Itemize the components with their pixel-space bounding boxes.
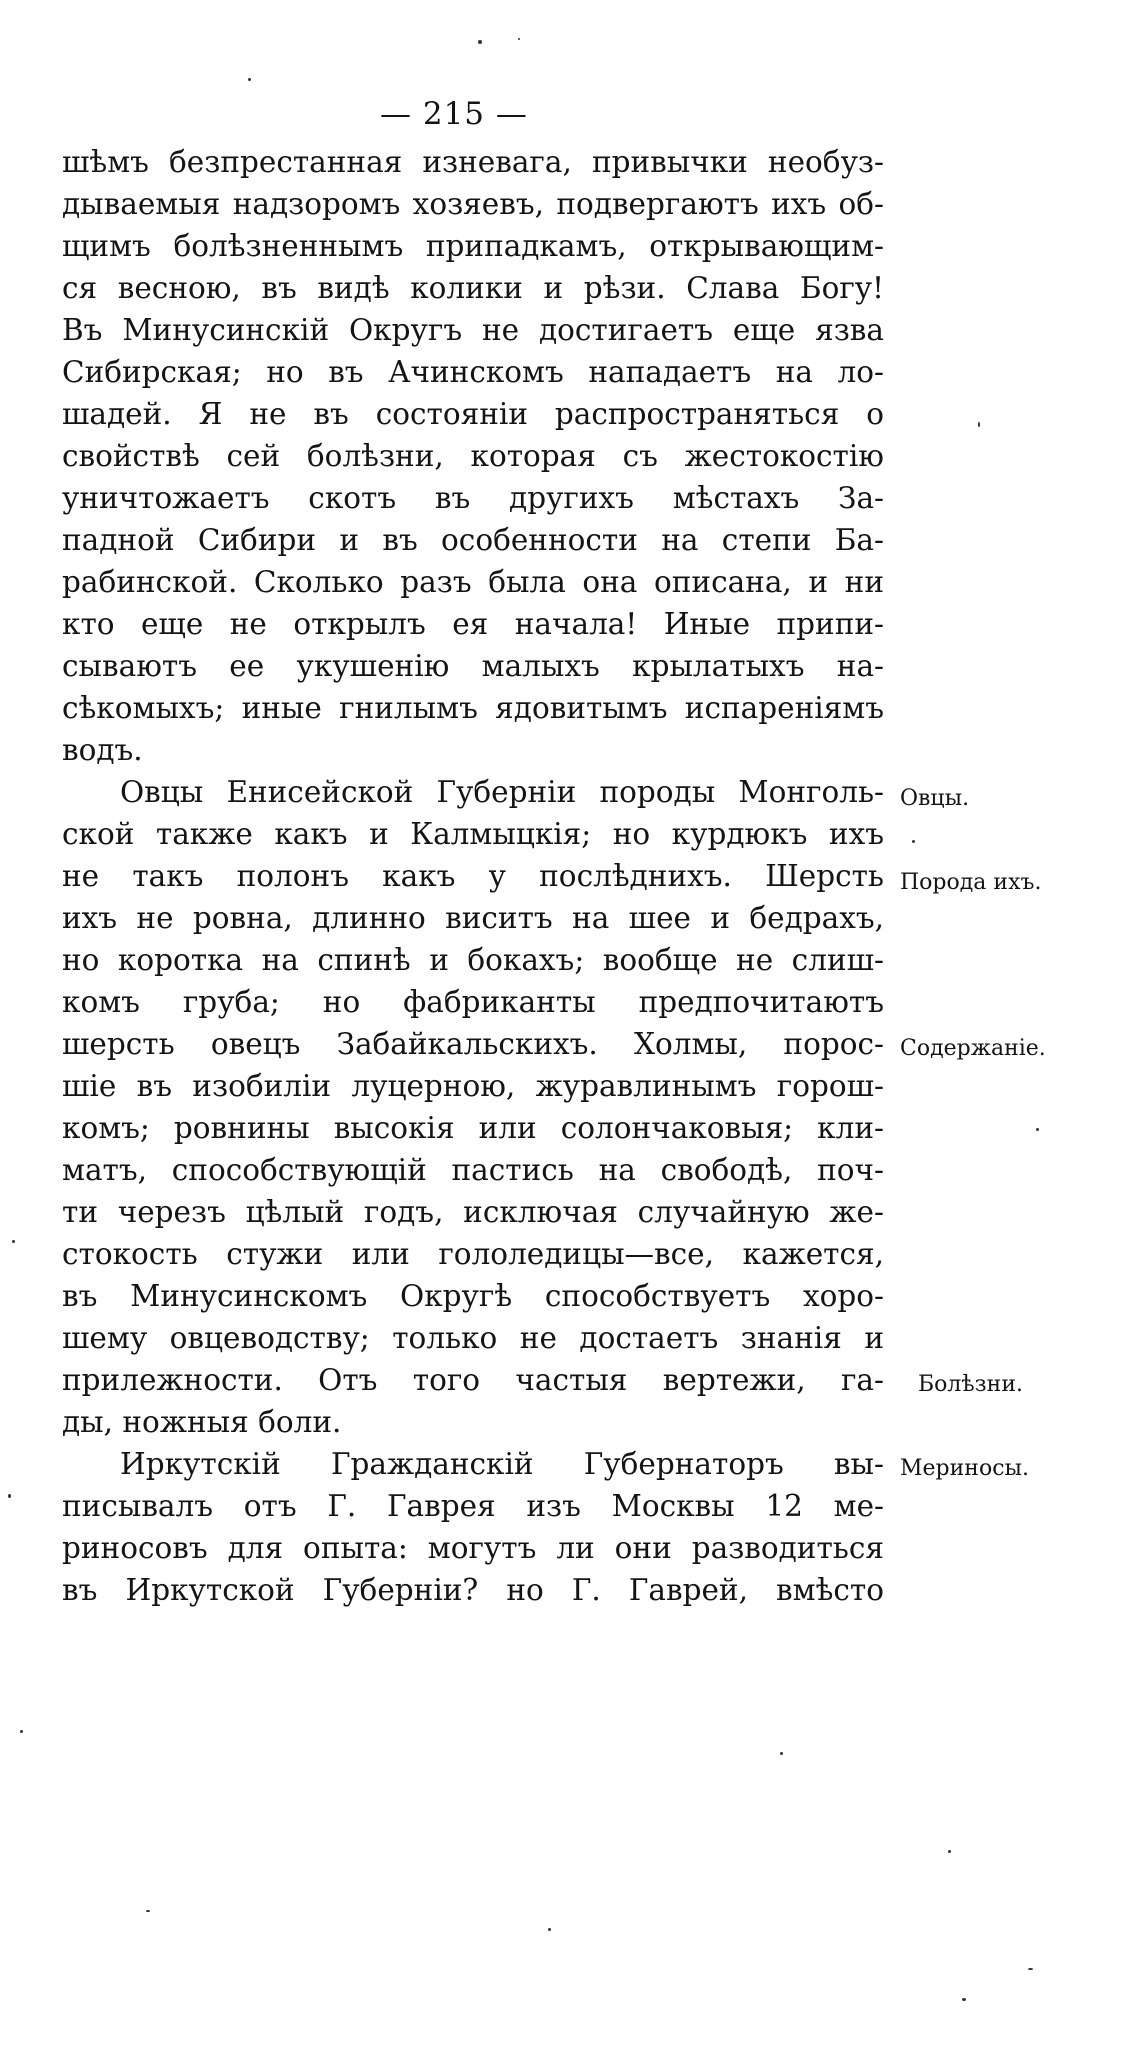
print-speck xyxy=(478,40,482,44)
text-line: въ Минусинскомъ Округѣ способствуетъ хоро- xyxy=(62,1279,884,1313)
text-line: ды, ножныя боли. xyxy=(62,1405,342,1439)
paragraph-start-line: Иркутскій Гражданскій Губернаторъ вы- xyxy=(120,1447,884,1481)
print-speck xyxy=(146,1910,150,1912)
text-line: кто еще не открылъ ея начала! Иные припи- xyxy=(62,607,884,641)
print-speck xyxy=(8,1494,11,1498)
print-speck xyxy=(248,78,251,81)
print-speck xyxy=(548,1928,551,1931)
text-line: щимъ болѣзненнымъ припадкамъ, открывающим- xyxy=(62,229,884,263)
text-line: уничтожаетъ скотъ въ другихъ мѣстахъ За- xyxy=(62,481,884,515)
text-line: писывалъ отъ Г. Гаврея изъ Москвы 12 ме- xyxy=(62,1489,884,1523)
print-speck xyxy=(518,38,520,40)
paragraph-start-line: Овцы Енисейской Губерніи породы Монголь- xyxy=(120,775,884,809)
text-line: ской также какъ и Калмыцкія; но курдюкъ ихъ xyxy=(62,817,884,851)
text-line: ти черезъ цѣлый годъ, исключая случайную же- xyxy=(62,1195,884,1229)
text-line: шадей. Я не въ состояніи распространяться о xyxy=(62,397,884,431)
text-line: шіе въ изобиліи луцерною, журавлинымъ горош- xyxy=(62,1069,884,1103)
text-line: падной Сибири и въ особенности на степи Ба- xyxy=(62,523,884,557)
text-line: сѣкомыхъ; иные гнилымъ ядовитымъ испареніямъ xyxy=(62,691,884,725)
text-line: Сибирская; но въ Ачинскомъ нападаетъ на ло- xyxy=(62,355,884,389)
text-line: но коротка на спинѣ и бокахъ; вообще не слиш- xyxy=(62,943,884,977)
print-speck xyxy=(780,1752,783,1755)
print-speck xyxy=(978,422,980,427)
text-line: свойствѣ сей болѣзни, которая съ жестокостію xyxy=(62,439,884,473)
text-line: риносовъ для опыта: могутъ ли они разводиться xyxy=(62,1531,884,1565)
margin-note-sheep: Овцы. xyxy=(900,786,970,811)
text-line: сываютъ ее укушенію малыхъ крылатыхъ на- xyxy=(62,649,884,683)
print-speck xyxy=(20,1730,23,1733)
text-line: шѣмъ безпрестанная изневага, привычки необуз- xyxy=(62,145,884,179)
margin-note-breed: Порода ихъ. xyxy=(900,870,1042,895)
text-line: прилежности. Отъ того частыя вертежи, га- xyxy=(62,1363,884,1397)
text-line: комъ груба; но фабриканты предпочитаютъ xyxy=(62,985,884,1019)
print-speck xyxy=(1028,1968,1033,1970)
margin-note-merinos: Мериносы. xyxy=(900,1456,1030,1481)
text-line: шерсть овецъ Забайкальскихъ. Холмы, порос- xyxy=(62,1027,884,1061)
page-number: — 215 — xyxy=(380,96,528,132)
text-line: водъ. xyxy=(62,733,143,767)
print-speck xyxy=(912,840,915,843)
print-speck xyxy=(12,1240,15,1243)
text-line: матъ, способствующій пастись на свободѣ, поч- xyxy=(62,1153,884,1187)
margin-note-diseases: Болѣзни. xyxy=(918,1372,1023,1397)
text-line: шему овцеводству; только не достаетъ знанія и xyxy=(62,1321,884,1355)
text-line: ихъ не ровна, длинно виситъ на шее и бедрахъ, xyxy=(62,901,884,935)
text-line: ся весною, въ видѣ колики и рѣзи. Слава Богу! xyxy=(62,271,884,305)
margin-note-keeping: Содержаніе. xyxy=(900,1036,1046,1061)
print-speck xyxy=(948,1850,951,1853)
text-line: рабинской. Сколько разъ была она описана, и ни xyxy=(62,565,884,599)
text-line: въ Иркутской Губерніи? но Г. Гаврей, вмѣсто xyxy=(62,1573,884,1607)
text-line: комъ; ровнины высокія или солончаковыя; кли- xyxy=(62,1111,884,1145)
print-speck xyxy=(962,1998,966,2001)
print-speck xyxy=(1036,1128,1039,1131)
text-line: дываемыя надзоромъ хозяевъ, подвергаютъ ихъ об- xyxy=(62,187,884,221)
text-line: стокость стужи или гололедицы—все, кажется, xyxy=(62,1237,884,1271)
text-line: не такъ полонъ какъ у послѣднихъ. Шерсть xyxy=(62,859,884,893)
text-line: Въ Минусинскій Округъ не достигаетъ еще язва xyxy=(62,313,884,347)
